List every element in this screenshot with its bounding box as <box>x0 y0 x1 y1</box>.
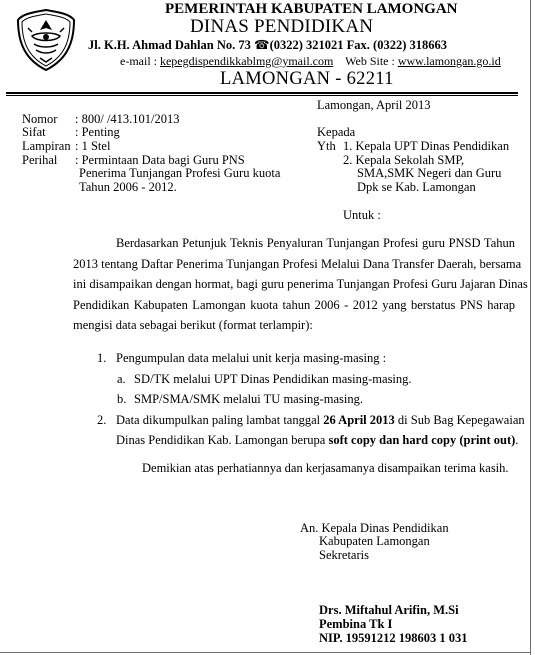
perihal-line-2: Penerima Tunjangan Profesi Guru kuota <box>79 166 281 180</box>
sub-item-b-text: SMP/SMA/SMK melalui TU masing-masing. <box>134 392 363 406</box>
letterhead-address-line <box>88 37 447 53</box>
body-line-1: Berdasarkan Petunjuk Teknis Penyaluran Tunjangan Profesi guru PNSD Tahun <box>116 236 515 250</box>
list-item-1-number: 1. <box>97 351 107 365</box>
list-item-1-text: Pengumpulan data melalui unit kerja masing-masing : <box>116 351 387 365</box>
page-border-right <box>530 0 531 655</box>
meta-label-sifat: Sifat <box>22 125 46 139</box>
body-line-2: 2013 tentang Daftar Penerima Tunjangan Profesi Melalui Dana Transfer Daerah, bersama <box>73 256 522 271</box>
item-2-text-c: Dinas Pendidikan Kab. Lamongan berupa <box>116 433 329 447</box>
meta-label-nomor: Nomor <box>22 112 58 126</box>
meta-value-lampiran: : 1 Stel <box>75 139 111 153</box>
letterhead-government: PEMERINTAH KABUPATEN LAMONGAN <box>165 1 458 17</box>
body-line-4: Pendidikan Kabupaten Lamongan kuota tahun 2006 - 2012 yang berstatus PNS harap <box>73 297 515 312</box>
letterhead-phone-fax: (0322) 321021 Fax. (0322) 318663 <box>269 38 448 52</box>
meta-value-nomor: : 800/ /413.101/2013 <box>75 112 180 126</box>
signatory-rank: Pembina Tk I <box>319 617 393 631</box>
body-line-5: mengisi data sebagai berikut (format terlampir): <box>73 318 313 332</box>
signature-line-1: An. Kepala Dinas Pendidikan <box>300 521 449 535</box>
recipient-item-2-line-2: SMA,SMK Negeri dan Guru <box>357 166 502 180</box>
letterhead-divider-thin <box>6 95 518 96</box>
signatory-nip: NIP. 19591212 198603 1 031 <box>319 631 468 645</box>
recipient-item-2-line-3: Dpk se Kab. Lamongan <box>357 180 476 194</box>
meta-value-perihal: : Permintaan Data bagi Guru PNS <box>75 153 245 167</box>
place-date: Lamongan, April 2013 <box>317 98 431 112</box>
list-item-2-line-2 <box>116 433 518 448</box>
signature-line-3: Sekretaris <box>319 548 369 562</box>
body-paragraph <box>73 233 528 336</box>
phone-icon: ☎ <box>254 38 270 52</box>
signatory-name: Drs. Miftahul Arifin, M.Si <box>319 603 459 617</box>
format-required: soft copy dan hard copy (print out) <box>328 433 516 447</box>
page-border-bottom <box>0 652 531 653</box>
signature-line-2: Kabupaten Lamongan <box>319 534 430 548</box>
item-2-text-a: Data dikumpulkan paling lambat tanggal <box>116 413 324 427</box>
recipient-item-1: 1. Kepala UPT Dinas Pendidikan <box>343 139 510 153</box>
sub-item-b-letter: b. <box>117 392 127 406</box>
deadline-date: 26 April 2013 <box>323 413 395 427</box>
email-link[interactable]: kepegdispendikkablmg@ymail.com <box>159 54 334 68</box>
email-label: e-mail : <box>120 54 157 68</box>
letterhead-office: DINAS PENDIDIKAN <box>190 16 374 37</box>
letterhead-divider <box>6 92 518 94</box>
item-2-text-d: . <box>515 433 519 447</box>
closing-sentence: Demikian atas perhatiannya dan kerjasamanya disampaikan terima kasih. <box>142 461 509 475</box>
body-line-3: ini disampaikan dengan hormat, bagi guru penerima Tunjangan Profesi Guru Jajaran Dinas <box>73 277 528 291</box>
lamongan-emblem-logo <box>14 8 78 72</box>
recipient-kepada: Kepada <box>317 125 356 139</box>
meta-label-lampiran: Lampiran <box>22 139 71 153</box>
letterhead-address: Jl. K.H. Ahmad Dahlan No. 73 <box>88 38 251 52</box>
recipient-untuk: Untuk : <box>343 208 381 222</box>
list-item-2-line-1 <box>116 413 525 428</box>
sub-item-a-letter: a. <box>117 372 126 386</box>
recipient-yth: Yth <box>317 139 336 153</box>
list-item-2-number: 2. <box>97 413 107 427</box>
website-label: Web Site : <box>345 54 395 68</box>
meta-label-perihal: Perihal <box>22 153 58 167</box>
letterhead-city-postal: LAMONGAN - 62211 <box>220 69 394 89</box>
perihal-line-3: Tahun 2006 - 2012. <box>79 180 177 194</box>
website-link[interactable]: www.lamongan.go.id <box>397 54 501 68</box>
meta-value-sifat: : Penting <box>75 125 120 139</box>
letterhead-contact-line <box>120 54 501 69</box>
recipient-item-2-line-1: 2. Kepala Sekolah SMP, <box>343 153 465 167</box>
sub-item-a-text: SD/TK melalui UPT Dinas Pendidikan masing-masing. <box>134 372 412 386</box>
item-2-text-b: di Sub Bag Kepegawaian <box>394 413 525 427</box>
